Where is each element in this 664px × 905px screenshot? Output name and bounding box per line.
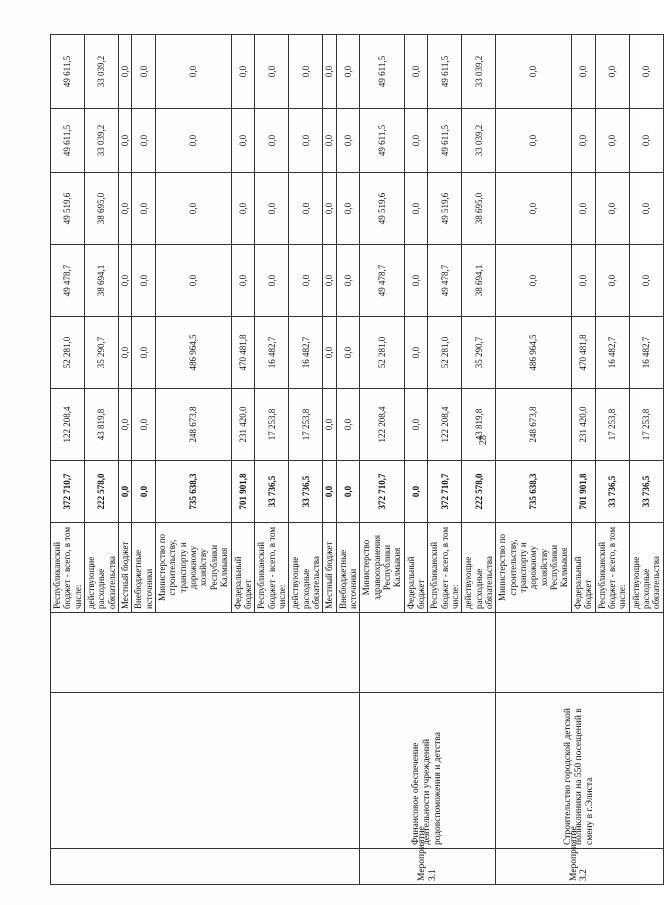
funding-source-cell: действующие расходные обязательства bbox=[462, 523, 496, 613]
year-amount-cell: 0,0 bbox=[595, 109, 629, 173]
total-amount-cell: 735 638,3 bbox=[156, 461, 231, 523]
year-amount-cell: 0,0 bbox=[255, 109, 289, 173]
year-amount-cell: 0,0 bbox=[404, 317, 428, 389]
year-amount-cell: 122 208,4 bbox=[360, 389, 404, 461]
event-code-cell: Мероприятие 3.2 bbox=[496, 849, 663, 885]
total-amount-cell: 0,0 bbox=[404, 461, 428, 523]
funding-source-cell: Местный бюджет bbox=[323, 523, 336, 613]
total-amount-cell: 372 710,7 bbox=[428, 461, 462, 523]
year-amount-cell: 0,0 bbox=[595, 173, 629, 245]
year-amount-cell: 0,0 bbox=[496, 35, 571, 109]
year-amount-cell: 0,0 bbox=[629, 35, 663, 109]
total-amount-cell: 701 901,8 bbox=[231, 461, 255, 523]
year-amount-cell: 0,0 bbox=[571, 245, 595, 317]
year-amount-cell: 0,0 bbox=[255, 245, 289, 317]
funding-source-cell: Республиканский бюджет - всего, в том числе: bbox=[51, 523, 85, 613]
year-amount-cell: 49 611,5 bbox=[428, 35, 462, 109]
year-amount-cell: 0,0 bbox=[132, 245, 156, 317]
year-amount-cell: 0,0 bbox=[132, 173, 156, 245]
total-amount-cell: 372 710,7 bbox=[51, 461, 85, 523]
year-amount-cell: 17 253,8 bbox=[255, 389, 289, 461]
page-number: 28 bbox=[478, 435, 489, 445]
executor-cell bbox=[496, 613, 663, 693]
year-amount-cell: 0,0 bbox=[289, 173, 323, 245]
year-amount-cell: 0,0 bbox=[571, 109, 595, 173]
year-amount-cell: 0,0 bbox=[289, 35, 323, 109]
year-amount-cell: 0,0 bbox=[336, 35, 360, 109]
year-amount-cell: 0,0 bbox=[595, 245, 629, 317]
year-amount-cell: 52 281,0 bbox=[51, 317, 85, 389]
year-amount-cell: 0,0 bbox=[119, 389, 132, 461]
year-amount-cell: 0,0 bbox=[289, 245, 323, 317]
year-amount-cell: 0,0 bbox=[336, 245, 360, 317]
year-amount-cell: 0,0 bbox=[119, 109, 132, 173]
total-amount-cell: 222 578,0 bbox=[85, 461, 119, 523]
year-amount-cell: 0,0 bbox=[629, 173, 663, 245]
year-amount-cell: 486 964,5 bbox=[156, 317, 231, 389]
year-amount-cell: 16 482,7 bbox=[629, 317, 663, 389]
year-amount-cell: 0,0 bbox=[323, 173, 336, 245]
year-amount-cell: 38 694,1 bbox=[85, 245, 119, 317]
year-amount-cell: 0,0 bbox=[132, 35, 156, 109]
total-amount-cell: 0,0 bbox=[336, 461, 360, 523]
total-amount-cell: 33 736,5 bbox=[255, 461, 289, 523]
year-amount-cell: 231 420,0 bbox=[231, 389, 255, 461]
year-amount-cell: 38 694,1 bbox=[462, 245, 496, 317]
year-amount-cell: 0,0 bbox=[156, 245, 231, 317]
year-amount-cell: 231 420,0 bbox=[571, 389, 595, 461]
year-amount-cell: 49 519,6 bbox=[428, 173, 462, 245]
year-amount-cell: 49 611,5 bbox=[51, 35, 85, 109]
funding-source-cell: Федеральный бюджет bbox=[571, 523, 595, 613]
event-name-cell bbox=[51, 693, 360, 849]
year-amount-cell: 0,0 bbox=[156, 35, 231, 109]
year-amount-cell: 0,0 bbox=[231, 109, 255, 173]
funding-source-cell: Местный бюджет bbox=[119, 523, 132, 613]
funding-source-cell: Республиканский бюджет - всего, в том числе: bbox=[255, 523, 289, 613]
funding-source-cell: действующие расходные обязательства bbox=[289, 523, 323, 613]
funding-source-cell: действующие расходные обязательства bbox=[629, 523, 663, 613]
year-amount-cell: 35 290,7 bbox=[85, 317, 119, 389]
year-amount-cell: 0,0 bbox=[289, 109, 323, 173]
year-amount-cell: 0,0 bbox=[336, 173, 360, 245]
year-amount-cell: 0,0 bbox=[404, 389, 428, 461]
total-amount-cell: 222 578,0 bbox=[462, 461, 496, 523]
year-amount-cell: 0,0 bbox=[231, 173, 255, 245]
year-amount-cell: 0,0 bbox=[496, 173, 571, 245]
year-amount-cell: 0,0 bbox=[404, 35, 428, 109]
year-amount-cell: 0,0 bbox=[119, 317, 132, 389]
year-amount-cell: 49 611,5 bbox=[360, 35, 404, 109]
year-amount-cell: 0,0 bbox=[595, 35, 629, 109]
year-amount-cell: 17 253,8 bbox=[595, 389, 629, 461]
event-name-cell: Финансовое обеспечение деятельности учреждений родовспоможения и детства bbox=[360, 693, 496, 849]
total-amount-cell: 372 710,7 bbox=[360, 461, 404, 523]
year-amount-cell: 0,0 bbox=[255, 35, 289, 109]
event-code-cell: Мероприятие 3.1 bbox=[360, 849, 496, 885]
table-row bbox=[360, 35, 404, 885]
year-amount-cell: 0,0 bbox=[496, 245, 571, 317]
year-amount-cell: 248 673,8 bbox=[156, 389, 231, 461]
year-amount-cell: 0,0 bbox=[336, 317, 360, 389]
funding-source-cell: Федеральный бюджет bbox=[404, 523, 428, 613]
funding-source-cell: Федеральный бюджет bbox=[231, 523, 255, 613]
year-amount-cell: 38 695,0 bbox=[462, 173, 496, 245]
year-amount-cell: 0,0 bbox=[323, 35, 336, 109]
total-amount-cell: 33 736,5 bbox=[289, 461, 323, 523]
year-amount-cell: 0,0 bbox=[156, 173, 231, 245]
year-amount-cell: 0,0 bbox=[571, 35, 595, 109]
year-amount-cell: 43 819,8 bbox=[462, 389, 496, 461]
funding-source-cell: Министерство по строительству, транспорту и дорожному хозяйству Республики Калмыкия bbox=[156, 523, 231, 613]
year-amount-cell: 0,0 bbox=[336, 109, 360, 173]
year-amount-cell: 248 673,8 bbox=[496, 389, 571, 461]
year-amount-cell: 35 290,7 bbox=[462, 317, 496, 389]
total-amount-cell: 701 901,8 bbox=[571, 461, 595, 523]
year-amount-cell: 0,0 bbox=[119, 173, 132, 245]
total-amount-cell: 0,0 bbox=[132, 461, 156, 523]
year-amount-cell: 49 478,7 bbox=[360, 245, 404, 317]
year-amount-cell: 49 611,5 bbox=[428, 109, 462, 173]
year-amount-cell: 0,0 bbox=[496, 109, 571, 173]
table-body bbox=[51, 35, 664, 885]
funding-source-cell: Внебюджетные источники bbox=[132, 523, 156, 613]
year-amount-cell: 0,0 bbox=[404, 173, 428, 245]
year-amount-cell: 16 482,7 bbox=[289, 317, 323, 389]
year-amount-cell: 38 695,0 bbox=[85, 173, 119, 245]
year-amount-cell: 0,0 bbox=[323, 109, 336, 173]
total-amount-cell: 33 736,5 bbox=[629, 461, 663, 523]
year-amount-cell: 0,0 bbox=[119, 245, 132, 317]
total-amount-cell: 0,0 bbox=[119, 461, 132, 523]
year-amount-cell: 0,0 bbox=[336, 389, 360, 461]
year-amount-cell: 17 253,8 bbox=[289, 389, 323, 461]
event-name-cell: Строительство городской детской поликлиники на 550 посещений в смену в г.Элиста bbox=[496, 693, 663, 849]
executor-cell bbox=[51, 613, 360, 693]
year-amount-cell: 49 611,5 bbox=[51, 109, 85, 173]
year-amount-cell: 0,0 bbox=[323, 245, 336, 317]
year-amount-cell: 52 281,0 bbox=[360, 317, 404, 389]
table-row bbox=[51, 35, 85, 885]
year-amount-cell: 0,0 bbox=[629, 245, 663, 317]
rotated-table-wrapper bbox=[50, 35, 662, 885]
year-amount-cell: 49 519,6 bbox=[51, 173, 85, 245]
year-amount-cell: 33 039,2 bbox=[462, 35, 496, 109]
year-amount-cell: 43 819,8 bbox=[85, 389, 119, 461]
year-amount-cell: 33 039,2 bbox=[462, 109, 496, 173]
total-amount-cell: 33 736,5 bbox=[595, 461, 629, 523]
year-amount-cell: 16 482,7 bbox=[255, 317, 289, 389]
event-code-cell bbox=[51, 849, 360, 885]
year-amount-cell: 470 481,8 bbox=[571, 317, 595, 389]
budget-table bbox=[50, 34, 664, 885]
year-amount-cell: 0,0 bbox=[119, 35, 132, 109]
funding-source-cell: Внебюджетные источники bbox=[336, 523, 360, 613]
year-amount-cell: 0,0 bbox=[231, 35, 255, 109]
funding-source-cell: Республиканский бюджет - всего, в том числе: bbox=[428, 523, 462, 613]
year-amount-cell: 0,0 bbox=[404, 245, 428, 317]
year-amount-cell: 0,0 bbox=[132, 317, 156, 389]
year-amount-cell: 0,0 bbox=[323, 317, 336, 389]
year-amount-cell: 0,0 bbox=[629, 109, 663, 173]
total-amount-cell: 0,0 bbox=[323, 461, 336, 523]
year-amount-cell: 0,0 bbox=[404, 109, 428, 173]
funding-source-cell: Министерство здравоохранения Республики Калмыкия bbox=[360, 523, 404, 613]
year-amount-cell: 49 611,5 bbox=[360, 109, 404, 173]
year-amount-cell: 16 482,7 bbox=[595, 317, 629, 389]
year-amount-cell: 0,0 bbox=[132, 389, 156, 461]
year-amount-cell: 122 208,4 bbox=[428, 389, 462, 461]
executor-cell bbox=[360, 613, 496, 693]
year-amount-cell: 486 964,5 bbox=[496, 317, 571, 389]
year-amount-cell: 0,0 bbox=[571, 173, 595, 245]
year-amount-cell: 0,0 bbox=[231, 245, 255, 317]
year-amount-cell: 17 253,8 bbox=[629, 389, 663, 461]
total-amount-cell: 735 638,3 bbox=[496, 461, 571, 523]
year-amount-cell: 52 281,0 bbox=[428, 317, 462, 389]
year-amount-cell: 33 039,2 bbox=[85, 35, 119, 109]
year-amount-cell: 0,0 bbox=[156, 109, 231, 173]
year-amount-cell: 33 039,2 bbox=[85, 109, 119, 173]
year-amount-cell: 0,0 bbox=[323, 389, 336, 461]
year-amount-cell: 470 481,8 bbox=[231, 317, 255, 389]
table-row bbox=[496, 35, 571, 885]
year-amount-cell: 49 478,7 bbox=[51, 245, 85, 317]
year-amount-cell: 0,0 bbox=[255, 173, 289, 245]
year-amount-cell: 0,0 bbox=[132, 109, 156, 173]
year-amount-cell: 122 208,4 bbox=[51, 389, 85, 461]
year-amount-cell: 49 478,7 bbox=[428, 245, 462, 317]
funding-source-cell: Республиканский бюджет - всего, в том числе: bbox=[595, 523, 629, 613]
funding-source-cell: действующие расходные обязательства bbox=[85, 523, 119, 613]
year-amount-cell: 49 519,6 bbox=[360, 173, 404, 245]
funding-source-cell: Министерство по строительству, транспорту и дорожному хозяйству Республики Калмыкия bbox=[496, 523, 571, 613]
